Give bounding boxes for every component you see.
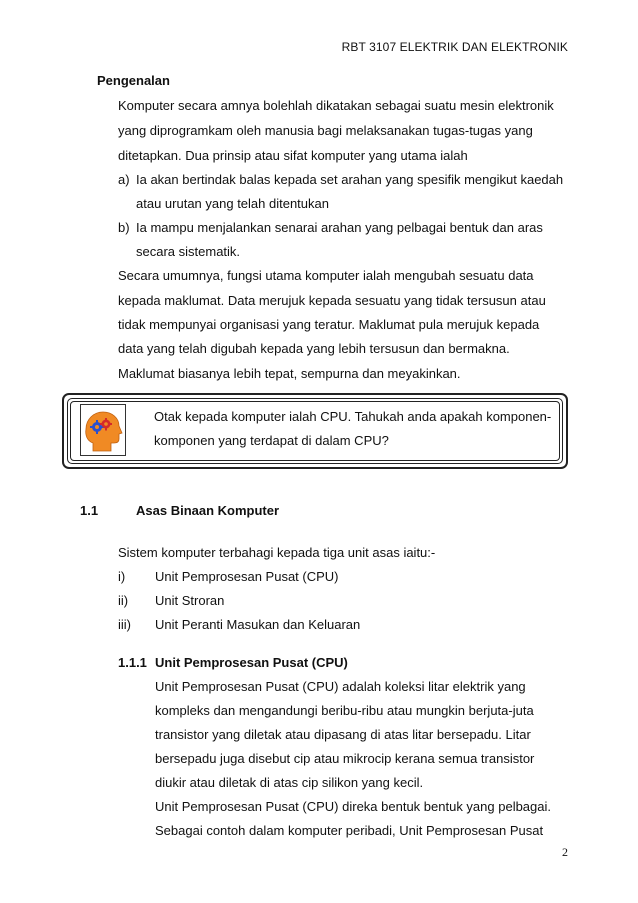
subsection-line: Unit Pemprosesan Pusat (CPU) adalah koleksi litar elektrik yang <box>155 679 526 694</box>
point-a-line: Ia akan bertindak balas kepada set arahan yang spesifik mengikut kaedah <box>136 172 564 187</box>
section-number: 1.1 <box>80 503 99 518</box>
page-header: RBT 3107 ELEKTRIK DAN ELEKTRONIK <box>341 40 568 54</box>
list-marker: i) <box>118 569 126 584</box>
section-intro: Sistem komputer terbahagi kepada tiga unit asas iaitu:- <box>118 545 436 560</box>
section-title: Asas Binaan Komputer <box>136 503 280 518</box>
subsection-line: Unit Pemprosesan Pusat (CPU) direka bentuk bentuk yang pelbagai. <box>155 799 551 814</box>
intro-line: ditetapkan. Dua prinsip atau sifat komputer yang utama ialah <box>118 148 468 163</box>
list-marker: ii) <box>118 593 129 608</box>
page-number: 2 <box>562 845 568 859</box>
list-item: Unit Peranti Masukan dan Keluaran <box>155 617 361 632</box>
list-item: Unit Stroran <box>155 593 225 608</box>
intro-heading: Pengenalan <box>97 73 170 88</box>
point-b-marker: b) <box>118 220 130 235</box>
point-a-line: atau urutan yang telah ditentukan <box>136 196 329 211</box>
subsection-line: kompleks dan mengandungi beribu-ribu atau mungkin berjuta-juta <box>155 703 534 718</box>
para2-line: data yang telah digubah kepada yang lebih tersusun dan bermakna. <box>118 341 510 356</box>
subsection-number: 1.1.1 <box>118 655 147 670</box>
list-marker: iii) <box>118 617 131 632</box>
intro-line: Komputer secara amnya bolehlah dikatakan sebagai suatu mesin elektronik <box>118 98 554 113</box>
callout-line: komponen yang terdapat di dalam CPU? <box>154 433 389 448</box>
head-gears-icon <box>80 404 126 456</box>
para2-line: tidak mempunyai organisasi yang teratur. Maklumat pula merujuk kepada <box>118 317 540 332</box>
callout-line: Otak kepada komputer ialah CPU. Tahukah anda apakah komponen- <box>154 409 552 424</box>
para2-line: Maklumat biasanya lebih tepat, sempurna dan meyakinkan. <box>118 366 461 381</box>
callout-box <box>62 393 568 469</box>
subsection-title: Unit Pemprosesan Pusat (CPU) <box>155 655 348 670</box>
point-a-marker: a) <box>118 172 130 187</box>
subsection-line: Sebagai contoh dalam komputer peribadi, Unit Pemprosesan Pusat <box>155 823 544 838</box>
intro-line: yang diprogramkam oleh manusia bagi melaksanakan tugas-tugas yang <box>118 123 533 138</box>
subsection-line: diukir atau diletak di atas cip silikon yang kecil. <box>155 775 424 790</box>
subsection-line: bersepadu juga disebut cip atau mikrocip kerana semua transistor <box>155 751 535 766</box>
point-b-line: Ia mampu menjalankan senarai arahan yang pelbagai bentuk dan aras <box>136 220 543 235</box>
subsection-line: transistor yang diletak atau dipasang di atas litar bersepadu. Litar <box>155 727 531 742</box>
para2-line: kepada maklumat. Data merujuk kepada sesuatu yang tidak tersusun atau <box>118 293 546 308</box>
point-b-line: secara sistematik. <box>136 244 241 259</box>
para2-line: Secara umumnya, fungsi utama komputer ialah mengubah sesuatu data <box>118 268 534 283</box>
list-item: Unit Pemprosesan Pusat (CPU) <box>155 569 339 584</box>
